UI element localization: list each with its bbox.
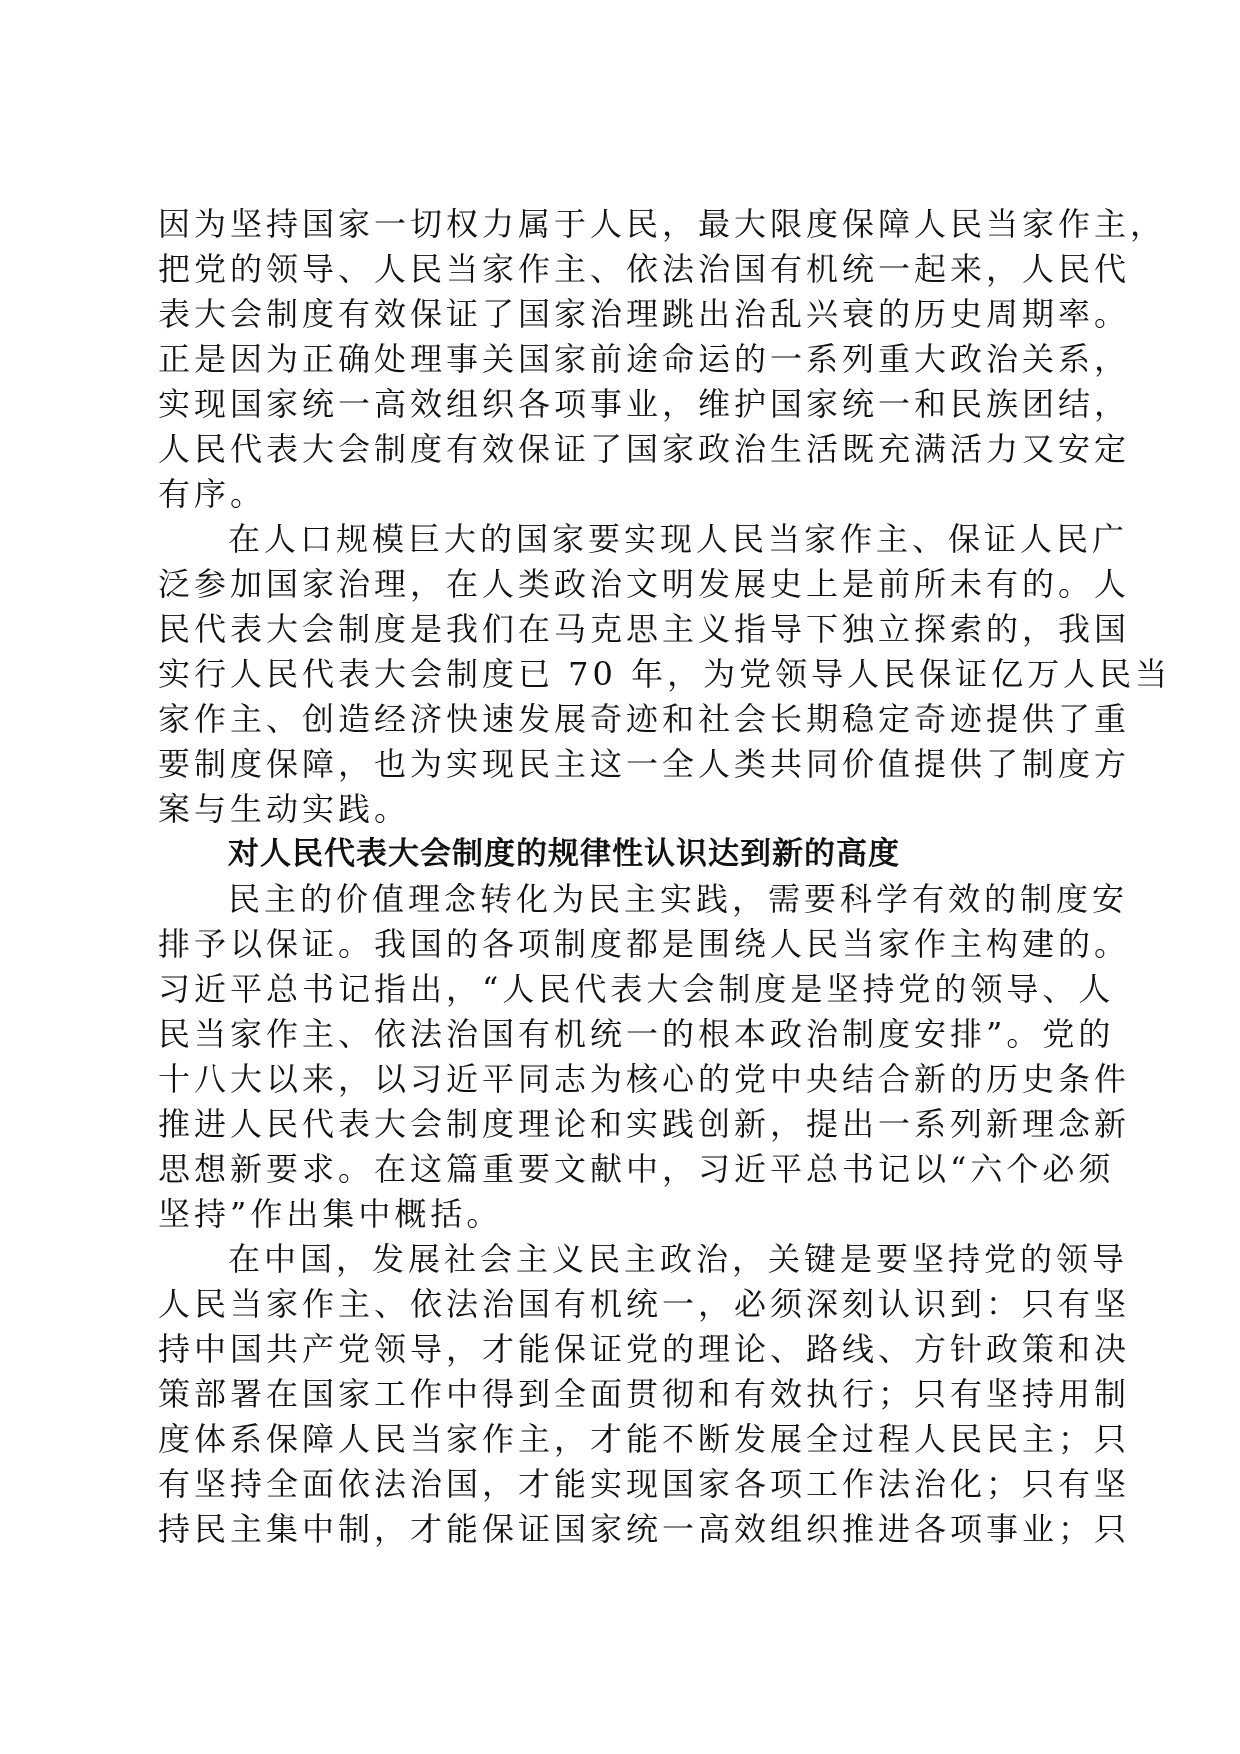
text-line: 民主的价值理念转化为民主实践，需要科学有效的制度安 <box>228 880 1129 918</box>
text-line: 案与生动实践。 <box>158 790 411 828</box>
text-line: 把党的领导、人民当家作主、依法治国有机统一起来，人民代 <box>158 250 1131 288</box>
article-text <box>158 202 1172 1552</box>
text-line: 民代表大会制度是我们在马克思主义指导下独立探索的，我国 <box>158 610 1131 648</box>
text-line: 持中国共产党领导，才能保证党的理论、路线、方针政策和决 <box>158 1330 1131 1368</box>
text-line: 表大会制度有效保证了国家治理跳出治乱兴衰的历史周期率。 <box>158 295 1131 333</box>
section-heading: 对人民代表大会制度的规律性认识达到新的高度 <box>228 836 900 872</box>
text-line: 有坚持全面依法治国，才能实现国家各项工作法治化；只有坚 <box>158 1465 1131 1503</box>
text-line: 泛参加国家治理，在人类政治文明发展史上是前所未有的。人 <box>158 565 1131 603</box>
text-line: 持民主集中制，才能保证国家统一高效组织推进各项事业；只 <box>158 1510 1131 1548</box>
text-line: 坚持”作出集中概括。 <box>158 1195 503 1233</box>
text-line: 思想新要求。在这篇重要文献中，习近平总书记以“六个必须 <box>158 1150 1115 1188</box>
text-line: 习近平总书记指出，“人民代表大会制度是坚持党的领导、人 <box>158 970 1115 1008</box>
text-line: 因为坚持国家一切权力属于人民，最大限度保障人民当家作主， <box>158 205 1167 243</box>
text-line: 人民代表大会制度有效保证了国家政治生活既充满活力又安定 <box>158 430 1131 468</box>
text-line: 正是因为正确处理事关国家前途命运的一系列重大政治关系， <box>158 340 1131 378</box>
text-line: 人民当家作主、依法治国有机统一，必须深刻认识到：只有坚 <box>158 1285 1131 1323</box>
text-line: 策部署在国家工作中得到全面贯彻和有效执行；只有坚持用制 <box>158 1375 1131 1413</box>
text-line: 民当家作主、依法治国有机统一的根本政治制度安排”。党的 <box>158 1015 1115 1053</box>
text-line: 实现国家统一高效组织各项事业，维护国家统一和民族团结， <box>158 385 1131 423</box>
text-line: 要制度保障，也为实现民主这一全人类共同价值提供了制度方 <box>158 745 1131 783</box>
text-line: 实行人民代表大会制度已 70 年，为党领导人民保证亿万人民当 <box>158 655 1172 693</box>
text-line: 在中国，发展社会主义民主政治，关键是要坚持党的领导 <box>228 1240 1129 1278</box>
text-line: 家作主、创造经济快速发展奇迹和社会长期稳定奇迹提供了重 <box>158 700 1131 738</box>
text-line: 度体系保障人民当家作主，才能不断发展全过程人民民主；只 <box>158 1420 1131 1458</box>
text-line: 在人口规模巨大的国家要实现人民当家作主、保证人民广 <box>228 520 1129 558</box>
text-line: 排予以保证。我国的各项制度都是围绕人民当家作主构建的。 <box>158 925 1131 963</box>
text-line: 有序。 <box>158 475 267 513</box>
text-line: 十八大以来，以习近平同志为核心的党中央结合新的历史条件 <box>158 1060 1131 1098</box>
text-line: 推进人民代表大会制度理论和实践创新，提出一系列新理念新 <box>158 1105 1131 1143</box>
